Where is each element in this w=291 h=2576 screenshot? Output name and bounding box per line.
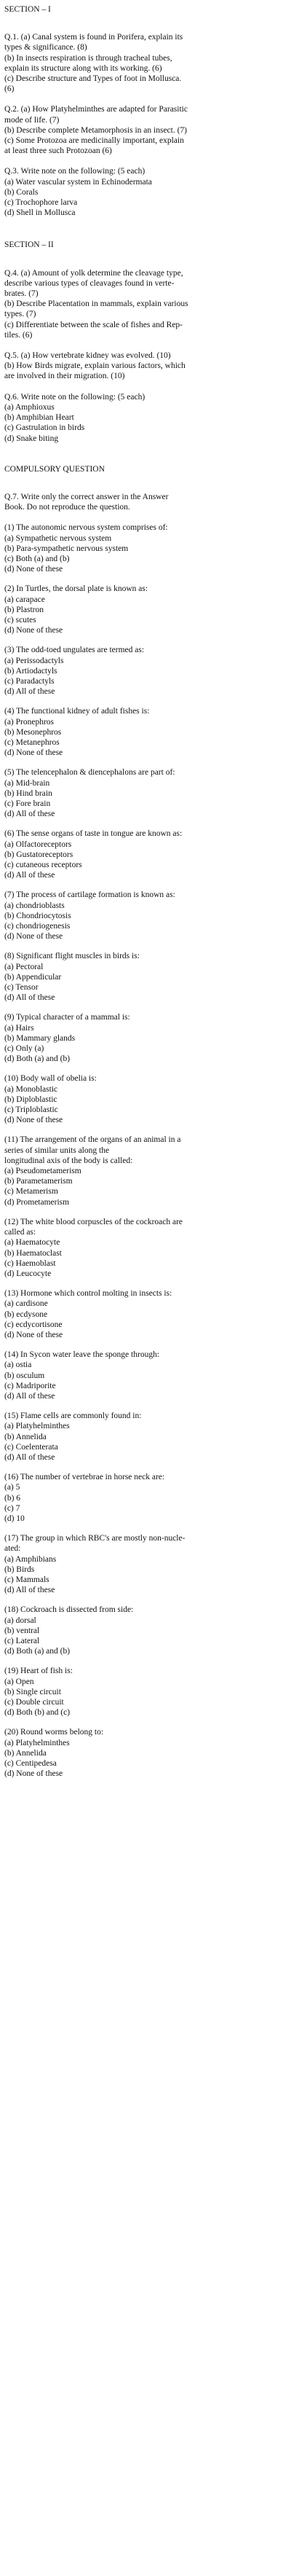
question-line: (a) Amphibians bbox=[4, 1554, 57, 1564]
question-line: (a) chondrioblasts bbox=[4, 901, 65, 910]
question bbox=[4, 392, 287, 444]
question-line: (d) All of these bbox=[4, 1391, 55, 1401]
question-line: (c) Both (a) and (b) bbox=[4, 554, 70, 563]
question-line: (b) 6 bbox=[4, 1493, 21, 1503]
question bbox=[4, 351, 287, 382]
question-line: are involved in their migration. (10) bbox=[4, 372, 125, 381]
question-line: (c) Describe structure and Types of foot in Mollusca. bbox=[4, 74, 182, 84]
mcq-item bbox=[4, 829, 287, 880]
question-line: (c) ecdycortisone bbox=[4, 1320, 63, 1329]
mcq-item bbox=[4, 890, 287, 941]
question-text: (2) In Turtles, the dorsal plate is known as: bbox=[4, 584, 148, 594]
question-text: Q.4. (a) Amount of yolk determine the cleavage type, bbox=[4, 268, 183, 278]
question-line: (c) Centipedesa bbox=[4, 1759, 57, 1769]
question-line: (a) Amphioxus bbox=[4, 402, 55, 412]
mcq-item bbox=[4, 584, 287, 635]
question-line: (a) ostia bbox=[4, 1361, 32, 1370]
question-line: (c) Metanephros bbox=[4, 737, 60, 747]
mcq-item bbox=[4, 1605, 287, 1656]
question-line: (b) Hind brain bbox=[4, 788, 52, 798]
question-line: (c) Metamerism bbox=[4, 1187, 58, 1197]
question-line: (d) Shell in Mollusca bbox=[4, 208, 76, 218]
question-text: (20) Round worms belong to: bbox=[4, 1728, 104, 1737]
mcq-item bbox=[4, 1350, 287, 1401]
mcq-item bbox=[4, 1411, 287, 1463]
question-text: (14) In Sycon water leave the sponge through: bbox=[4, 1350, 160, 1360]
question-text: (9) Typical character of a mammal is: bbox=[4, 1013, 130, 1022]
question-line: (c) chondriogenesis bbox=[4, 922, 71, 931]
question-line: (d) None of these bbox=[4, 565, 63, 574]
mcq-item bbox=[4, 1472, 287, 1524]
question-text: Q.5. (a) How vertebrate kidney was evolved. (10) bbox=[4, 351, 171, 361]
question-line: (b) osculum bbox=[4, 1371, 45, 1380]
question-text: (10) Body wall of obelia is: bbox=[4, 1074, 97, 1084]
question-line: (b) Describe complete Metamorphosis in an insect. (7) bbox=[4, 125, 188, 135]
question-line: (a) Platyhelminthes bbox=[4, 1738, 70, 1747]
mcq-item bbox=[4, 1727, 287, 1779]
question-line: (c) Tensor bbox=[4, 983, 39, 993]
question-text: (19) Heart of fish is: bbox=[4, 1667, 73, 1676]
question-line: (d) None of these bbox=[4, 1769, 63, 1779]
question-line: brates. (7) bbox=[4, 289, 39, 299]
question-line: (d) All of these bbox=[4, 1586, 55, 1595]
question-line: (d) Leucocyte bbox=[4, 1269, 52, 1278]
question-line: (c) cutaneous receptors bbox=[4, 861, 82, 869]
question-line: (a) Pronephros bbox=[4, 717, 55, 727]
question-text: (6) The sense organs of taste in tongue are known as: bbox=[4, 829, 183, 839]
question-line: at least three such Protozoan (6) bbox=[4, 146, 112, 156]
mcq-list bbox=[4, 522, 287, 1779]
question-line: (c) Trochophore larva bbox=[4, 198, 78, 208]
question-line: (d) Snake biting bbox=[4, 434, 59, 443]
question-line: (a) Haematocyte bbox=[4, 1238, 60, 1248]
instruction-line: Book. Do not reproduce the question. bbox=[4, 503, 130, 512]
question-line: called as: bbox=[4, 1228, 36, 1237]
question-line: (c) Gastrulation in birds bbox=[4, 423, 85, 433]
question bbox=[4, 32, 287, 94]
question-line: longitudinal axis of the body is called: bbox=[4, 1156, 133, 1165]
mcq-item bbox=[4, 1533, 287, 1595]
mcq-item bbox=[4, 706, 287, 758]
question-line: (b) Plastron bbox=[4, 605, 44, 614]
question-line: (d) None of these bbox=[4, 748, 63, 758]
question-line: (a) Pectoral bbox=[4, 962, 44, 971]
question-line: tiles. (6) bbox=[4, 330, 33, 340]
mcq-item bbox=[4, 1217, 287, 1279]
question-line: explain its structure along with its working. (6) bbox=[4, 63, 162, 73]
mcq-item bbox=[4, 767, 287, 819]
question-text: (7) The process of cartilage formation is known as: bbox=[4, 890, 175, 900]
question-line: (b) Annelida bbox=[4, 1432, 47, 1441]
question-text: (12) The white blood corpuscles of the cockroach are bbox=[4, 1217, 183, 1226]
question-line: (c) Some Protozoa are medicinally important, explain bbox=[4, 136, 184, 146]
question-line: (b) Birds bbox=[4, 1565, 35, 1574]
mcq-item bbox=[4, 1288, 287, 1340]
section-1-heading: SECTION – I bbox=[4, 5, 51, 14]
question-line: (d) Both (a) and (b) bbox=[4, 1647, 71, 1656]
question-line: (a) Platyhelminthes bbox=[4, 1422, 70, 1431]
question-line: (c) Mammals bbox=[4, 1575, 49, 1584]
question-text: Q.6. Write note on the following: (5 each) bbox=[4, 392, 146, 402]
question-line: series of similar units along the bbox=[4, 1146, 110, 1155]
question-text: (5) The telencephalon & diencephalons are part of: bbox=[4, 768, 175, 778]
question-line: (c) Coelenterata bbox=[4, 1442, 58, 1452]
section-2 bbox=[4, 240, 287, 443]
question-text: Q.3. Write note on the following: (5 each) bbox=[4, 167, 146, 176]
mcq-item bbox=[4, 1012, 287, 1064]
mcq-item bbox=[4, 522, 287, 574]
question-text: (16) The number of vertebrae in horse neck are: bbox=[4, 1473, 165, 1482]
question-line: (b) In insects respiration is through tracheal tubes, bbox=[4, 53, 172, 63]
question bbox=[4, 268, 287, 340]
question-line: (c) Madriporite bbox=[4, 1381, 56, 1390]
question-text: (15) Flame cells are commonly found in: bbox=[4, 1412, 142, 1421]
question-line: (a) Open bbox=[4, 1677, 34, 1686]
question bbox=[4, 104, 287, 156]
question-line: (c) Differentiate between the scale of fishes and Rep- bbox=[4, 320, 183, 329]
mcq-item bbox=[4, 1073, 287, 1125]
instruction-line: Q.7. Write only the correct answer in the Answer bbox=[4, 492, 169, 501]
question-line: (c) Haemoblast bbox=[4, 1258, 56, 1268]
question-line: (a) 5 bbox=[4, 1483, 20, 1492]
question-line: (d) All of these bbox=[4, 993, 55, 1003]
question-line: (d) None of these bbox=[4, 1116, 63, 1125]
question-line: ated: bbox=[4, 1544, 21, 1554]
question-line: (a) cardisone bbox=[4, 1299, 48, 1309]
question-line: (d) None of these bbox=[4, 626, 63, 635]
question-line: (b) Parametamerism bbox=[4, 1177, 73, 1186]
question-line: (c) 7 bbox=[4, 1503, 20, 1513]
section-1-questions bbox=[4, 32, 287, 218]
question-line: (a) Pseudometamerism bbox=[4, 1167, 81, 1176]
question-line: (b) Para-sympathetic nervous system bbox=[4, 544, 129, 553]
question-line: (a) dorsal bbox=[4, 1616, 36, 1625]
question-line: (d) All of these bbox=[4, 810, 55, 819]
question-line: (c) Paradactyls bbox=[4, 676, 55, 686]
question-text: (18) Cockroach is dissected from side: bbox=[4, 1605, 134, 1615]
question-line: (c) Double circuit bbox=[4, 1698, 64, 1707]
question-line: (d) None of these bbox=[4, 932, 63, 941]
compulsory-instructions bbox=[4, 492, 287, 512]
question-line: (d) 10 bbox=[4, 1514, 25, 1523]
question-text: Q.2. (a) How Platyhelminthes are adapted for Parasitic bbox=[4, 105, 188, 114]
compulsory-heading: COMPULSORY QUESTION bbox=[4, 464, 105, 474]
question-line: (c) Lateral bbox=[4, 1637, 40, 1645]
question-text: (1) The autonomic nervous system comprises of: bbox=[4, 523, 168, 533]
question-line: (a) Olfactoreceptors bbox=[4, 839, 72, 849]
section-2-heading: SECTION – II bbox=[4, 240, 54, 250]
question-line: (b) Gustatoreceptors bbox=[4, 850, 73, 859]
question-line: (b) How Birds migrate, explain various factors, which bbox=[4, 361, 186, 371]
compulsory-section bbox=[4, 464, 287, 1780]
question-line: (c) Triploblastic bbox=[4, 1105, 58, 1115]
section-1 bbox=[4, 4, 287, 218]
mcq-item bbox=[4, 951, 287, 1003]
question-line: (d) None of these bbox=[4, 1330, 63, 1339]
question bbox=[4, 166, 287, 218]
question-line: (b) Single circuit bbox=[4, 1687, 61, 1696]
question-line: (a) Sympathetic nervous system bbox=[4, 533, 112, 543]
mcq-item bbox=[4, 1135, 287, 1207]
question-line: (a) Mid-brain bbox=[4, 778, 50, 788]
question-line: (b) ecdysone bbox=[4, 1309, 48, 1319]
question-text: (4) The functional kidney of adult fishes is: bbox=[4, 707, 150, 716]
question-text: (11) The arrangement of the organs of an animal in a bbox=[4, 1135, 181, 1145]
question-line: (d) All of these bbox=[4, 871, 55, 880]
question-line: (b) Corals bbox=[4, 187, 39, 197]
question-line: types & significance. (8) bbox=[4, 43, 87, 52]
question-line: (b) Artiodactyls bbox=[4, 666, 57, 676]
question-line: (b) Amphibian Heart bbox=[4, 413, 74, 423]
question-line: (c) Fore brain bbox=[4, 799, 51, 808]
mcq-item bbox=[4, 1666, 287, 1718]
question-line: (a) carapace bbox=[4, 595, 45, 604]
question-line: (b) Mesonephros bbox=[4, 727, 62, 737]
question-line: (d) All of these bbox=[4, 1452, 55, 1462]
question-line: (b) Chondriocytosis bbox=[4, 911, 71, 920]
section-2-questions bbox=[4, 268, 287, 444]
question-line: (c) scutes bbox=[4, 615, 36, 625]
question-line: types. (7) bbox=[4, 310, 36, 319]
question-text: (17) The group in which RBC's are mostly non-nucle- bbox=[4, 1534, 186, 1543]
question-line: (b) ventral bbox=[4, 1626, 40, 1635]
question-text: (13) Hormone which control molting in insects is: bbox=[4, 1289, 172, 1299]
question-line: (d) Prometamerism bbox=[4, 1197, 70, 1207]
question-line: describe various types of cleavages found in verte- bbox=[4, 278, 175, 288]
question-line: (a) Water vascular system in Echinodermata bbox=[4, 177, 152, 187]
question-line: (b) Mammary glands bbox=[4, 1033, 76, 1043]
question-line: (b) Diploblastic bbox=[4, 1095, 57, 1104]
question-line: (d) All of these bbox=[4, 687, 55, 697]
mcq-item bbox=[4, 645, 287, 697]
question-text: (3) The odd-toed ungulates are termed as: bbox=[4, 646, 145, 655]
question-line: (b) Annelida bbox=[4, 1748, 47, 1758]
question-text: (8) Significant flight muscles in birds is: bbox=[4, 952, 140, 961]
question-line: (c) Only (a) bbox=[4, 1044, 44, 1054]
question-line: (b) Haematoclast bbox=[4, 1248, 62, 1258]
question-line: (a) Monoblastic bbox=[4, 1084, 58, 1094]
question-line: (6) bbox=[4, 85, 15, 94]
question-line: (b) Appendicular bbox=[4, 972, 62, 982]
question-line: (d) Both (b) and (c) bbox=[4, 1708, 71, 1718]
question-line: (a) Hairs bbox=[4, 1023, 34, 1033]
question-text: Q.1. (a) Canal system is found in Porifera, explain its bbox=[4, 33, 183, 42]
question-line: (d) Both (a) and (b) bbox=[4, 1054, 71, 1064]
question-line: (a) Perissodactyls bbox=[4, 656, 64, 665]
question-line: mode of life. (7) bbox=[4, 115, 60, 125]
question-line: (b) Describe Placentation in mammals, explain various bbox=[4, 300, 188, 309]
